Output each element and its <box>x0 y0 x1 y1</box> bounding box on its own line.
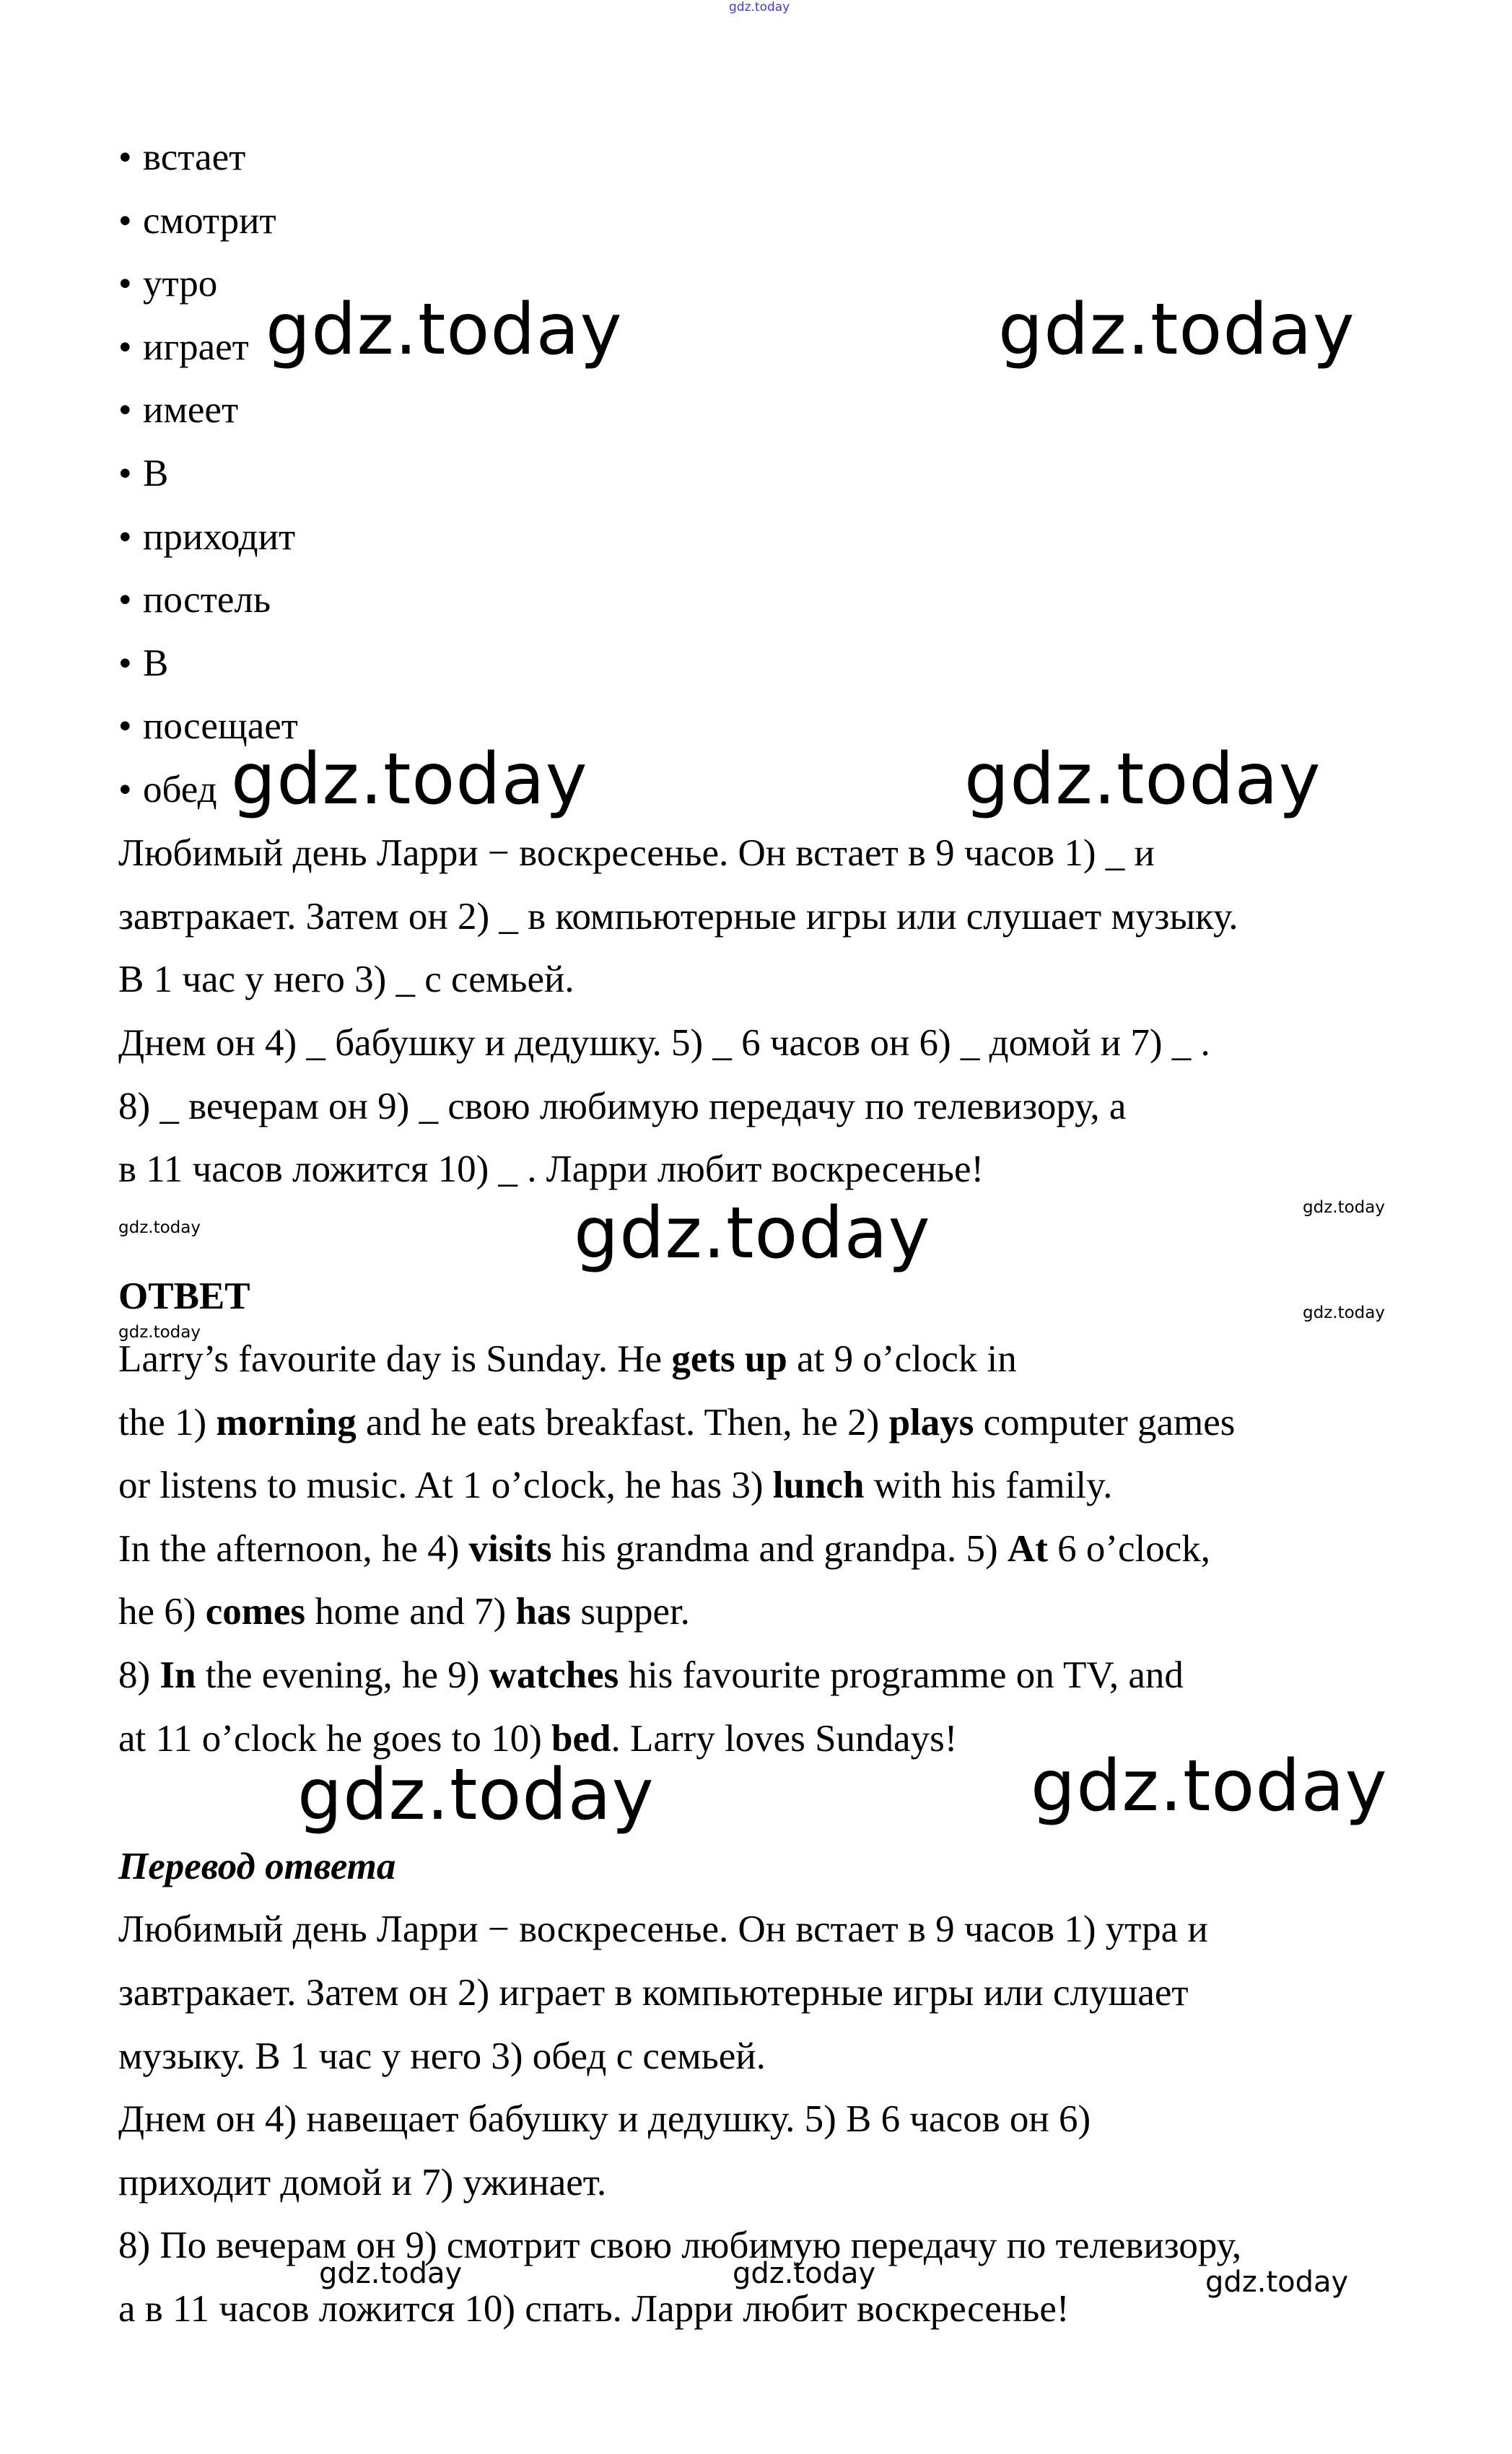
answer-line: or listens to music. At 1 o’clock, he has 3) lunch with his family. <box>118 1464 1113 1506</box>
task-line: Любимый день Ларри − воскресенье. Он встает в 9 часов 1) _ и <box>118 832 1155 874</box>
answer-line: he 6) comes home and 7) has supper. <box>118 1591 690 1633</box>
answer-line: at 11 o’clock he goes to 10) bed. Larry loves Sundays! <box>118 1718 958 1760</box>
answer-line: the 1) morning and he eats breakfast. Then, he 2) plays computer games <box>118 1402 1236 1444</box>
watermark: gdz.today <box>1031 1745 1388 1828</box>
answer-line: Larry’s favourite day is Sunday. He gets up at 9 o’clock in <box>118 1338 1017 1380</box>
word-bank-item: • утро <box>118 263 218 305</box>
watermark: gdz.today <box>1303 1304 1385 1322</box>
task-line: 8) _ вечерам он 9) _ свою любимую передачу по телевизору, а <box>118 1086 1127 1127</box>
translation-line: 8) По вечерам он 9) смотрит свою любимую передачу по телевизору, <box>118 2224 1242 2266</box>
task-line: в 11 часов ложится 10) _ . Ларри любит воскресенье! <box>118 1148 984 1190</box>
word-bank-item: • В <box>118 453 169 494</box>
header-watermark: gdz.today <box>729 0 790 14</box>
word-bank-item: • играет <box>118 326 249 368</box>
word-bank-item: • В <box>118 642 169 684</box>
word-bank-item: • смотрит <box>118 200 276 242</box>
watermark: gdz.today <box>1205 2266 1349 2299</box>
answer-line: 8) In the evening, he 9) watches his favourite programme on TV, and <box>118 1654 1184 1696</box>
word-bank-item: • имеет <box>118 389 239 431</box>
answer-heading: ОТВЕТ <box>118 1275 250 1317</box>
watermark: gdz.today <box>231 738 588 821</box>
watermark: gdz.today <box>297 1754 655 1836</box>
translation-line: музыку. В 1 час у него 3) обед с семьей. <box>118 2035 766 2077</box>
watermark: gdz.today <box>1303 1198 1385 1217</box>
task-line: В 1 час у него 3) _ с семьей. <box>118 959 574 1000</box>
watermark: gdz.today <box>266 289 623 371</box>
word-bank-item: • постель <box>118 579 271 621</box>
translation-line: Днем он 4) навещает бабушку и дедушку. 5) В 6 часов он 6) <box>118 2098 1091 2140</box>
task-line: Днем он 4) _ бабушку и дедушку. 5) _ 6 часов он 6) _ домой и 7) _ . <box>118 1022 1210 1064</box>
task-line: завтракает. Затем он 2) _ в компьютерные игры или слушает музыку. <box>118 896 1238 938</box>
watermark: gdz.today <box>574 1192 931 1275</box>
watermark: gdz.today <box>118 1323 201 1342</box>
watermark: gdz.today <box>998 289 1355 371</box>
translation-line: завтракает. Затем он 2) играет в компьютерные игры или слушает <box>118 1972 1189 2014</box>
watermark: gdz.today <box>319 2257 463 2290</box>
word-bank-item: • встает <box>118 136 246 178</box>
word-bank-item: • обед <box>118 769 217 811</box>
answer-line: In the afternoon, he 4) visits his grandma and grandpa. 5) At 6 o’clock, <box>118 1528 1211 1570</box>
watermark: gdz.today <box>964 738 1321 821</box>
translation-line: а в 11 часов ложится 10) спать. Ларри любит воскресенье! <box>118 2288 1070 2330</box>
word-bank-item: • приходит <box>118 516 296 558</box>
translation-line: Любимый день Ларри − воскресенье. Он встает в 9 часов 1) утра и <box>118 1908 1208 1950</box>
watermark: gdz.today <box>733 2257 876 2290</box>
translation-heading: Перевод ответа <box>118 1846 396 1887</box>
watermark: gdz.today <box>118 1218 201 1237</box>
word-bank-item: • посещает <box>118 705 298 747</box>
translation-line: приходит домой и 7) ужинает. <box>118 2162 607 2204</box>
